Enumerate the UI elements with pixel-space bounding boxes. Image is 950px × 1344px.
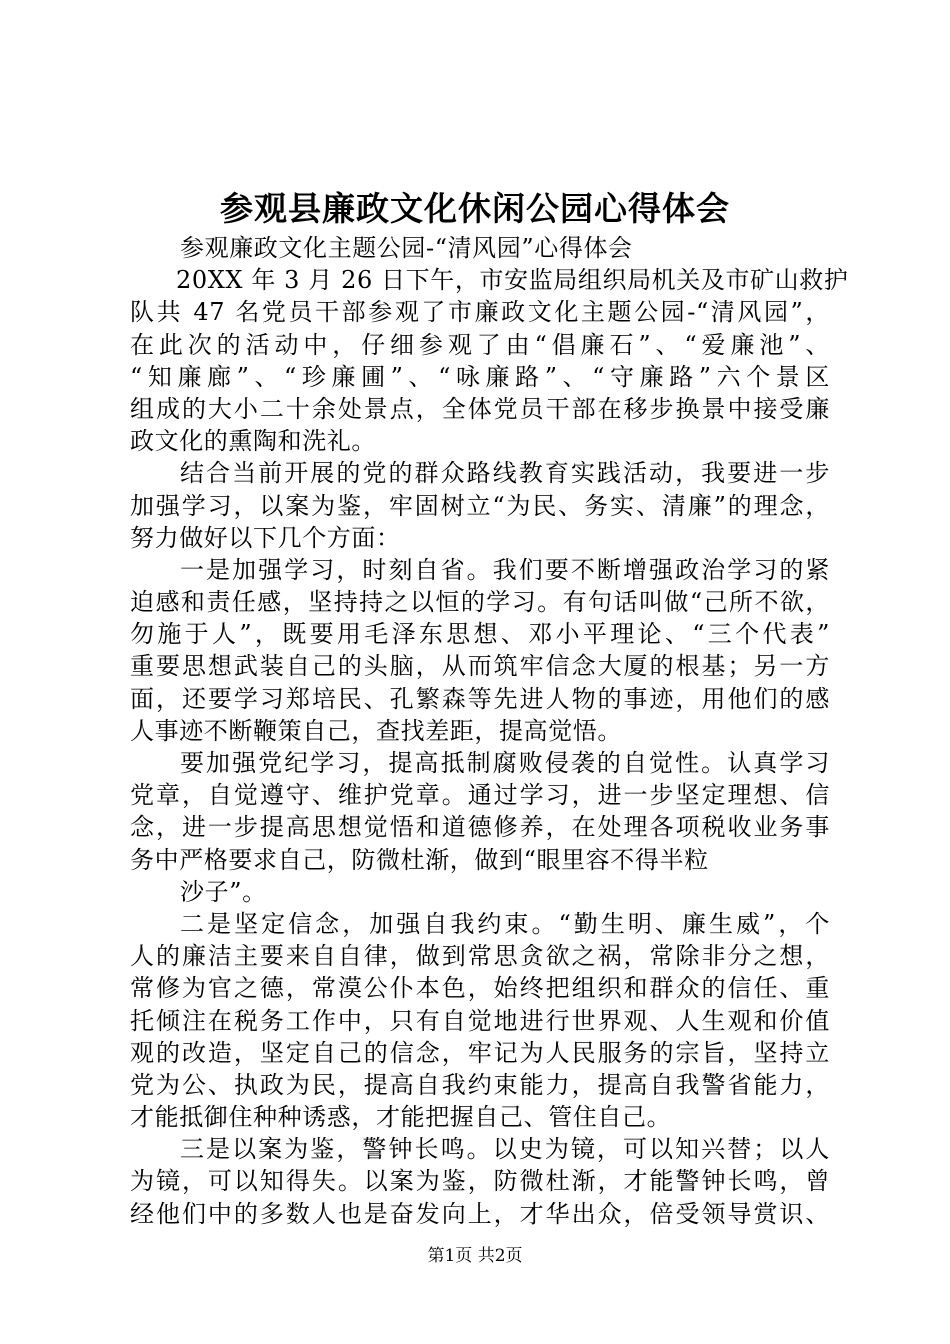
paragraph-line: 二是坚定信念，加强自我约束。“勤生明、廉生威”，个 bbox=[180, 909, 830, 938]
paragraph-line: 队共 47 名党员干部参观了市廉政文化主题公园-“清风园”， bbox=[130, 298, 830, 327]
paragraph-line: 组成的大小二十余处景点，全体党员干部在移步换景中接受廉 bbox=[130, 394, 830, 423]
paragraph-line: 常修为官之德，常漠公仆本色，始终把组织和群众的信任、重 bbox=[130, 974, 830, 1003]
paragraph-line: 勿施于人”，既要用毛泽东思想、邓小平理论、“三个代表” bbox=[130, 620, 830, 649]
paragraph-line: 人的廉洁主要来自自律，做到常思贪欲之祸，常除非分之想， bbox=[130, 942, 830, 971]
paragraph-line: 努力做好以下几个方面： bbox=[130, 523, 401, 552]
paragraph-line: 念，进一步提高思想觉悟和道德修养，在处理各项税收业务事 bbox=[130, 813, 830, 842]
paragraph-line: 党为公、执政为民，提高自我约束能力，提高自我警省能力， bbox=[130, 1070, 830, 1099]
paragraph-line: 加强学习，以案为鉴，牢固树立“为民、务实、清廉”的理念， bbox=[130, 491, 830, 520]
document-title: 参观县廉政文化休闲公园心得体会 bbox=[220, 189, 730, 228]
paragraph-line: 重要思想武装自己的头脑，从而筑牢信念大厦的根基；另一方 bbox=[130, 652, 830, 681]
document-body bbox=[130, 232, 849, 1230]
paragraph-line: 沙子”。 bbox=[180, 877, 267, 906]
paragraph-line: “知廉廊”、“珍廉圃”、“咏廉路”、“守廉路”六个景区 bbox=[130, 362, 830, 391]
paragraph-line: 迫感和责任感，坚持持之以恒的学习。有句话叫做“己所不欲， bbox=[130, 588, 830, 617]
subtitle-line: 参观廉政文化主题公园-“清风园”心得体会 bbox=[180, 234, 633, 262]
paragraph-line: 要加强党纪学习，提高抵制腐败侵袭的自觉性。认真学习 bbox=[180, 749, 830, 777]
paragraph-line: 才能抵御住种种诱惑，才能把握自己、管住自己。 bbox=[130, 1103, 672, 1132]
paragraph-line: 为镜，可以知得失。以案为鉴，防微杜渐，才能警钟长鸣，曾 bbox=[130, 1167, 830, 1196]
page-footer: 第1页 共2页 bbox=[427, 1246, 523, 1266]
paragraph-line: 托倾注在税务工作中，只有自觉地进行世界观、人生观和价值 bbox=[130, 1006, 830, 1035]
paragraph-line: 在此次的活动中，仔细参观了由“倡廉石”、“爱廉池”、 bbox=[130, 330, 830, 359]
paragraph-line: 经他们中的多数人也是奋发向上，才华出众，倍受领导赏识、 bbox=[130, 1199, 830, 1228]
paragraph-line: 面，还要学习郑培民、孔繁森等先进人物的事迹，用他们的感 bbox=[130, 684, 830, 713]
paragraph-line: 党章，自觉遵守、维护党章。通过学习，进一步坚定理想、信 bbox=[130, 781, 830, 810]
paragraph-line: 20XX 年 3 月 26 日下午，市安监局组织局机关及市矿山救护 bbox=[176, 266, 849, 295]
paragraph-line: 务中严格要求自己，防微杜渐，做到“眼里容不得半粒 bbox=[130, 845, 709, 874]
paragraph-line: 三是以案为鉴，警钟长鸣。以史为镜，可以知兴替；以人 bbox=[180, 1135, 830, 1164]
paragraph-line: 政文化的熏陶和洗礼。 bbox=[130, 427, 376, 456]
paragraph-line: 观的改造，坚定自己的信念，牢记为人民服务的宗旨，坚持立 bbox=[130, 1038, 830, 1067]
paragraph-line: 一是加强学习，时刻自省。我们要不断增强政治学习的紧 bbox=[180, 555, 830, 584]
paragraph-line: 结合当前开展的党的群众路线教育实践活动，我要进一步 bbox=[180, 459, 830, 488]
paragraph-line: 人事迹不断鞭策自己，查找差距，提高觉悟。 bbox=[130, 716, 622, 745]
